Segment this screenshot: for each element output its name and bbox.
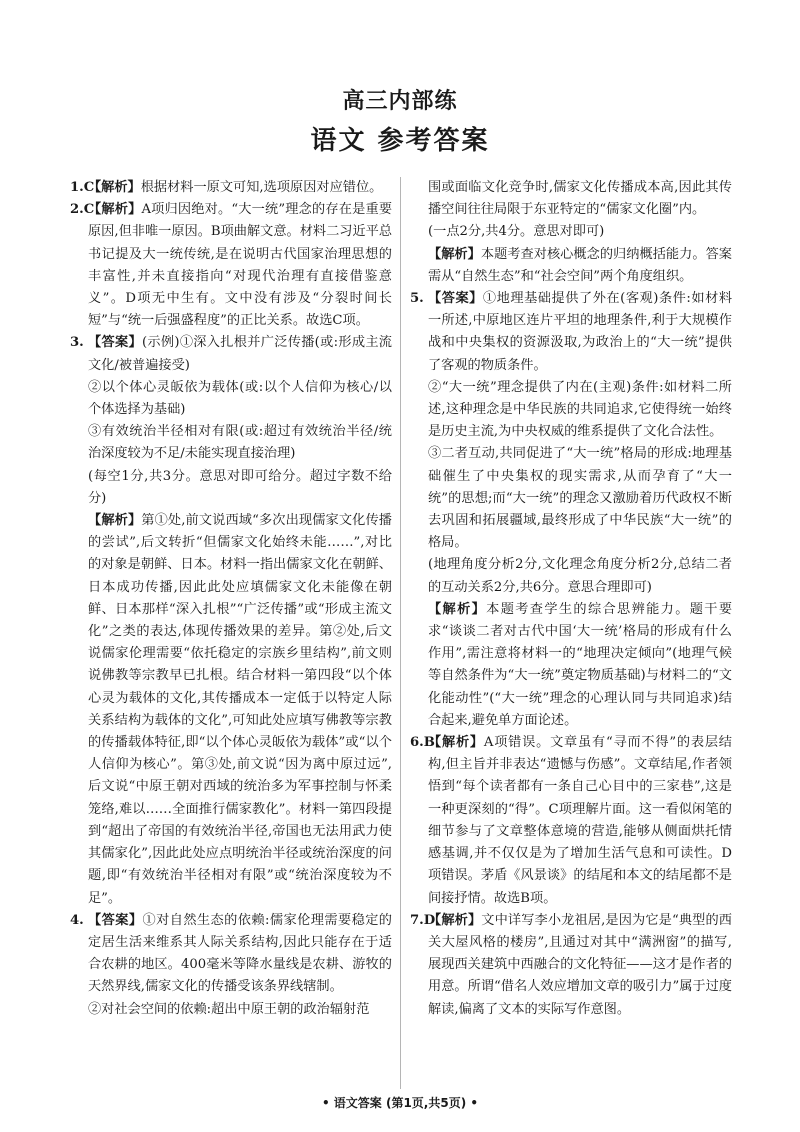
analysis-text: A项归因绝对。“大一统”理念的存在是重要原因,但非唯一原因。B项曲解文意。材料二习近平总书记提及大一统传统,是在说明古代国家治理思想的丰富性,并未直接指向“对现代治理有直接借鉴意义”。D项无中生有。文中没有涉及“分裂时间长短”与“统一后强盛程度”的正比关系。故选C项。 <box>88 202 393 329</box>
question-number: 5. <box>410 291 424 307</box>
analysis-text: 第①处,前文说西域“多次出现儒家文化传播的尝试”,后文转折“但儒家文化始终未能……”,对比的对象是朝鲜、日本。材料一指出儒家文化在朝鲜、日本成功传播,因此此处应填儒家文化未能像在朝鲜、日本那样“深入扎根”“广泛传播”或“形成主流文化”之类的表达,体现传播效果的差异。第②处,后文说儒家伦理需要“依托稳定的宗族乡里结构”,前文则说佛教等宗教早已扎根。结合材料一第四段“以个体心灵为载体的文化,其传播成本一定低于以特定人际关系结构为载体的文化”,可知此处应填写佛教等宗教的传播载体特征,即“以个体心灵皈依为载体”或“以个人信仰为核心”。第③处,前文说“因为离中原过远”,后文说“中原王朝对西域的统治多为军事控制与怀柔笼络,难以……全面推行儒家教化”。材料一第四段提到“超出了帝国的有效统治半径,帝国也无法用武力使其儒家化”,因此此处应点明统治半径或统治深度的问题,即“有效统治半径相对有限”或“统治深度较为不足”。 <box>88 513 392 906</box>
left-column <box>70 177 392 1021</box>
analysis-tag: 【解析】 <box>88 202 142 218</box>
question-number: 1.C <box>70 180 95 195</box>
analysis-tag: 【解析】 <box>428 601 487 617</box>
question-3-answer-1 <box>70 332 392 376</box>
question-4-analysis <box>410 244 732 288</box>
question-number: 4. <box>70 912 84 928</box>
question-5-analysis <box>410 599 732 732</box>
analysis-text: A项错误。文章虽有“寻而不得”的表层结构,但主旨并非表达“遗憾与伤感”。文章结尾,作者领悟到“每个读者都有一条自己心目中的三家巷”,这是一种更深刻的“得”。C项理解片面。这一看似闲笔的细节参与了文章整体意境的营造,能够从侧面烘托情感基调,并不仅仅是为了增加生活气息和可读性。D项错误。茅盾《风景谈》的结尾和本文的结尾都不是间接抒情。故选B项。 <box>428 735 732 906</box>
question-3-analysis <box>70 510 392 910</box>
question-4-answer-1 <box>70 910 392 999</box>
analysis-tag: 【解析】 <box>88 180 141 195</box>
question-5-answer-1 <box>410 288 732 377</box>
question-5-answer-2: ②“大一统”理念提供了内在(主观)条件:如材料二所述,这种理念是中华民族的共同追求,它使得统一始终是历史主流,为中央权威的维系提供了文化合法性。 <box>428 379 732 440</box>
question-number: 7.D <box>410 912 436 928</box>
analysis-text: 文中详写李小龙祖居,是因为它是“典型的西关大屋风格的楼房”,且通过对其中“满洲窗”的描写,展现西关建筑中西融合的文化特征——这才是作者的用意。所谓“借名人效应增加文章的吸引力”属于过度解读,偏离了文本的实际写作意图。 <box>428 912 732 1017</box>
question-5-answer-3: ③二者互动,共同促进了“大一统”格局的形成:地理基础催生了中央集权的现实需求,从而孕育了“大一统”的思想;而“大一统”的理念又激励着历代政权不断去巩固和拓展疆域,最终形成了中华民族“大一统”的格局。 <box>428 446 732 551</box>
question-6 <box>410 732 732 910</box>
analysis-tag: 【解析】 <box>428 735 484 751</box>
analysis-tag: 【解析】 <box>88 513 142 529</box>
question-4-continued: 围或面临文化竞争时,儒家文化传播成本高,因此其传播空间往往局限于东亚特定的“儒家文化圈”内。 <box>428 180 732 218</box>
question-3-answer-3: ③有效统治半径相对有限(或:超过有效统治半径/统治深度较为不足/未能实现直接治理) <box>88 424 392 462</box>
analysis-tag: 【解析】 <box>428 246 481 262</box>
page-title: 高三内部练 <box>342 89 458 114</box>
question-4-answer-2: ②对社会空间的依赖:超出中原王朝的政治辐射范 <box>88 1001 370 1017</box>
question-1 <box>70 177 392 199</box>
analysis-text: 根据材料一原文可知,选项原因对应错位。 <box>140 180 383 195</box>
page-subtitle: 语文 参考答案 <box>310 126 490 156</box>
answer-text: (示例)①深入扎根并广泛传播(或:形成主流文化/被普遍接受) <box>88 335 392 373</box>
right-column <box>410 177 732 1021</box>
answer-tag: 【答案】 <box>88 335 142 351</box>
answer-tag: 【答案】 <box>428 291 483 307</box>
answer-text: ①地理基础提供了外在(客观)条件:如材料一所述,中原地区连片平坦的地理条件,利于大规模作战和中央集权的资源汲取,为政治上的“大一统”提供了客观的物质条件。 <box>428 291 733 373</box>
question-7 <box>410 910 732 1021</box>
question-number: 2.C <box>70 202 95 218</box>
question-5-score: (地理角度分析2分,文化理念角度分析2分,总结二者的互动关系2分,共6分。意思合理即可) <box>428 557 732 595</box>
analysis-tag: 【解析】 <box>428 912 482 928</box>
answer-tag: 【答案】 <box>88 912 143 928</box>
analysis-text: 本题考查对核心概念的归纳概括能力。答案需从“自然生态”和“社会空间”两个角度组织。 <box>428 246 732 284</box>
column-divider <box>400 177 401 1089</box>
question-number: 3. <box>70 335 84 351</box>
answer-text: ①对自然生态的依赖:儒家伦理需要稳定的定居生活来维系其人际关系结构,因此只能存在于适合农耕的地区。400毫米等降水量线是农耕、游牧的天然界线,儒家文化的传播受该条界线辖制。 <box>88 912 392 995</box>
question-3-score: (每空1分,共3分。意思对即可给分。超过字数不给分) <box>88 468 392 506</box>
analysis-text: 本题考查学生的综合思辨能力。题干要求“谈谈二者对古代中国‘大一统’格局的形成有什么作用”,需注意将材料一的“地理决定倾向”(地理气候等自然条件为“大一统”奠定物质基础)与材料二的“文化能动性”(“大一统”理念的心理认同与共同追求)结合起来,避免单方面论述。 <box>428 601 733 728</box>
question-2 <box>70 199 392 332</box>
question-number: 6.B <box>410 735 435 751</box>
page-footer: • 语文答案 (第1页,共5页) • <box>321 1096 479 1110</box>
question-3-answer-2: ②以个体心灵皈依为载体(或:以个人信仰为核心/以个体选择为基础) <box>88 379 392 418</box>
question-4-score: (一点2分,共4分。意思对即可) <box>428 224 605 240</box>
